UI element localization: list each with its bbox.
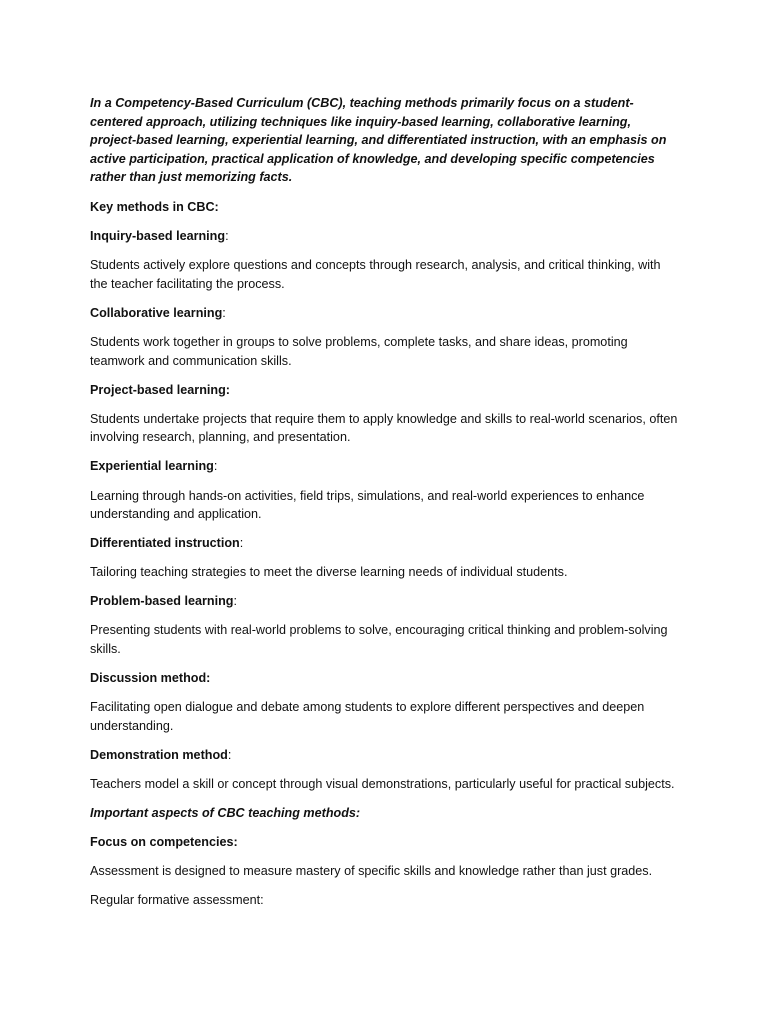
method-body-project: Students undertake projects that require them to apply knowledge and skills to real-world scenarios, often involving research, planning, and presentation. bbox=[90, 411, 678, 445]
focus-heading: Focus on competencies: bbox=[90, 835, 238, 850]
intro-paragraph: In a Competency-Based Curriculum (CBC), teaching methods primarily focus on a student-centered approach, utilizing techniques like inquiry-based learning, collaborative learning, project-based learning, experiential learning, and differentiated instruction, with an emphasis on active participation, practical application of knowledge, and developing specific competencies rather than just memorizing facts. bbox=[90, 96, 667, 185]
method-body-differentiated: Tailoring teaching strategies to meet the diverse learning needs of individual students. bbox=[90, 565, 568, 580]
formative-label: Regular formative assessment: bbox=[90, 893, 264, 908]
method-body-collaborative: Students work together in groups to solve problems, complete tasks, and share ideas, promoting teamwork and communication skills. bbox=[90, 334, 628, 368]
method-body-demonstration: Teachers model a skill or concept through visual demonstrations, particularly useful for practical subjects. bbox=[90, 777, 675, 792]
key-methods-heading: Key methods in CBC: bbox=[90, 199, 219, 214]
method-title-project: Project-based learning: bbox=[90, 382, 230, 397]
method-body-problem: Presenting students with real-world problems to solve, encouraging critical thinking and problem-solving skills. bbox=[90, 623, 668, 657]
focus-body: Assessment is designed to measure mastery of specific skills and knowledge rather than just grades. bbox=[90, 864, 653, 879]
method-title-demonstration: Demonstration method: bbox=[90, 747, 232, 762]
method-body-inquiry: Students actively explore questions and concepts through research, analysis, and critical thinking, with the teacher facilitating the process. bbox=[90, 258, 661, 291]
method-title-collaborative: Collaborative learning: bbox=[90, 305, 226, 320]
method-body-experiential: Learning through hands-on activities, field trips, simulations, and real-world experiences to enhance understanding and application. bbox=[90, 488, 645, 522]
aspects-heading: Important aspects of CBC teaching methods: bbox=[90, 806, 361, 821]
method-title-experiential: Experiential learning: bbox=[90, 459, 218, 474]
method-title-inquiry: Inquiry-based learning: bbox=[90, 229, 229, 244]
method-title-discussion: Discussion method: bbox=[90, 671, 211, 686]
method-title-differentiated: Differentiated instruction: bbox=[90, 536, 244, 551]
method-title-problem: Problem-based learning: bbox=[90, 594, 237, 609]
method-body-discussion: Facilitating open dialogue and debate among students to explore different perspectives and deepen understanding. bbox=[90, 700, 645, 733]
